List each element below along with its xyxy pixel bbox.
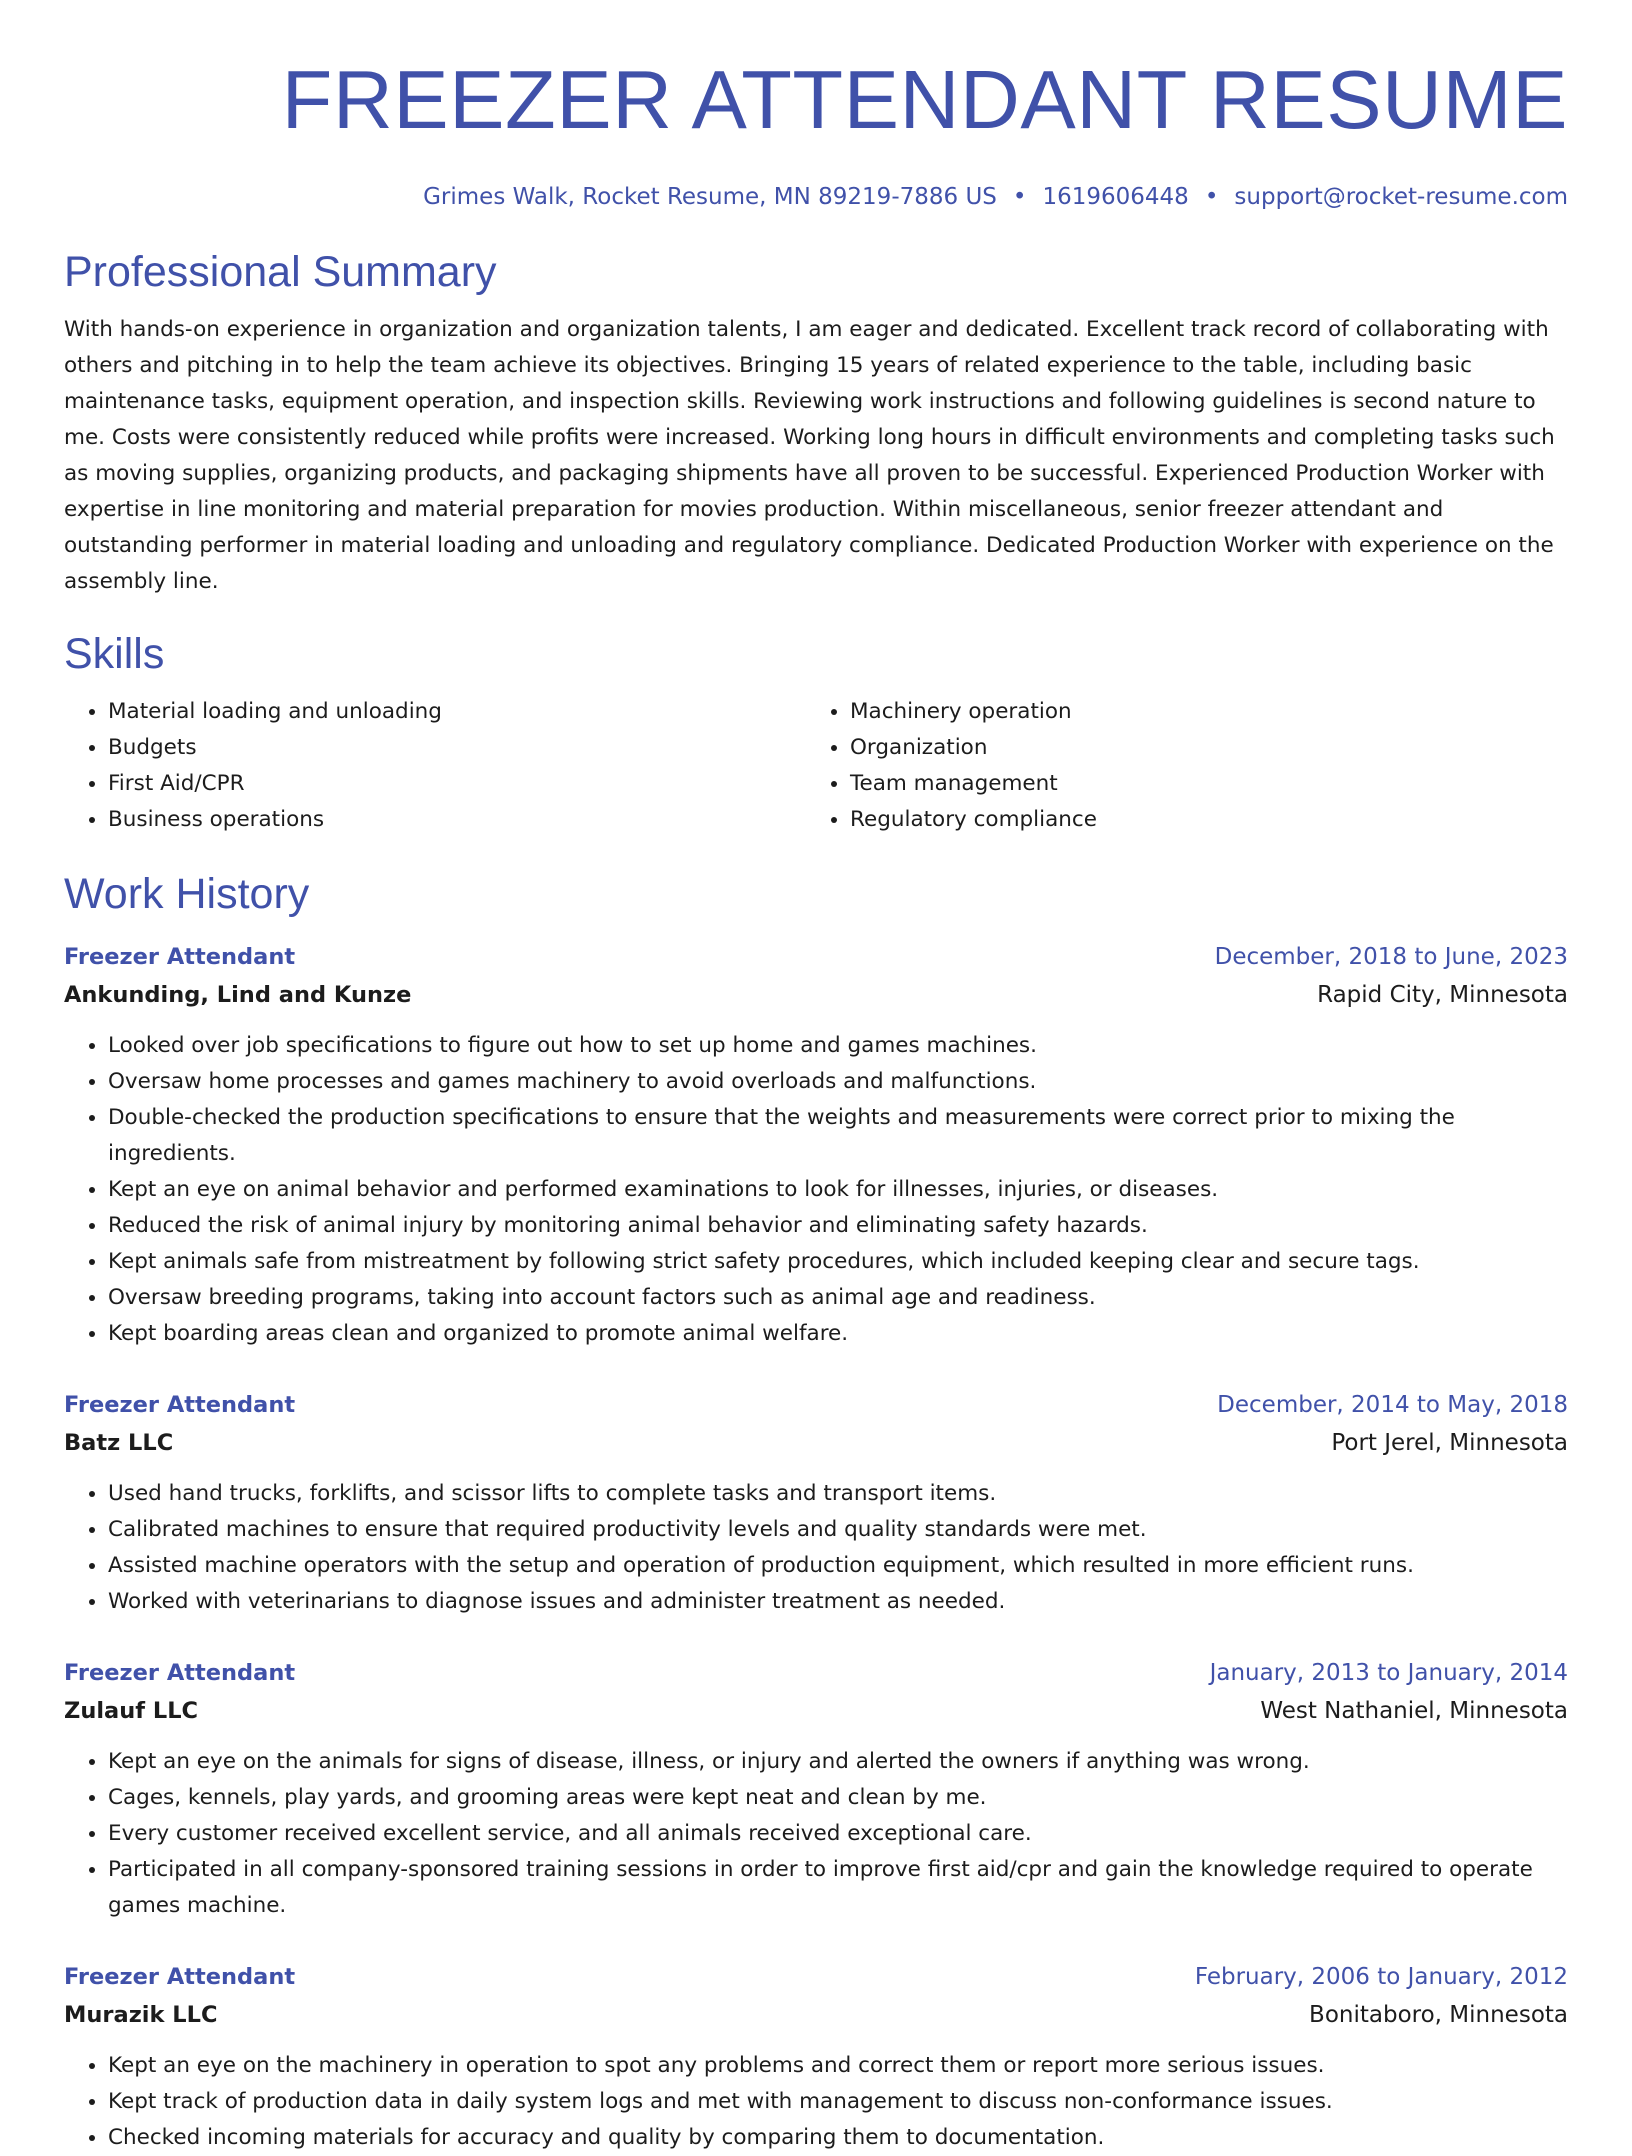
resume-header: [64, 52, 1568, 212]
job-bullet: • Cages, kennels, play yards, and grooming areas were kept neat and clean by me.: [108, 1780, 1568, 1816]
job-dates: December, 2018 to June, 2023: [1214, 944, 1568, 970]
job-title-row: [64, 1386, 1568, 1424]
job-bullet: • Kept an eye on the machinery in operation to spot any problems and correct them or report more serious issues.: [108, 2048, 1568, 2084]
job-title: Freezer Attendant: [64, 944, 296, 970]
job-bullet: • Every customer received excellent service, and all animals received exceptional care.: [108, 1816, 1568, 1852]
job-bullet: • Checked incoming materials for accuracy and quality by comparing them to documentation.: [108, 2120, 1568, 2156]
job-company-row: [64, 1424, 1568, 1462]
contact-line: [64, 182, 1568, 212]
job-bullets: [64, 1744, 1568, 1924]
job-bullet: • Participated in all company-sponsored training sessions in order to improve first aid/cpr and gain the knowledge required to operate games machine.: [108, 1852, 1568, 1924]
skill-item: • Material loading and unloading: [108, 694, 806, 730]
job-bullet: • Oversaw home processes and games machinery to avoid overloads and malfunctions.: [108, 1064, 1568, 1100]
job-bullet: • Double-checked the production specifications to ensure that the weights and measurements were correct prior to mixing the ingredients.: [108, 1100, 1568, 1172]
job-dates: December, 2014 to May, 2018: [1217, 1392, 1568, 1418]
professional-summary-section: [64, 246, 1568, 600]
contact-separator: •: [1012, 184, 1027, 210]
job-company: Ankunding, Lind and Kunze: [64, 982, 412, 1008]
job-bullet: • Kept animals safe from mistreatment by following strict safety procedures, which included keeping clear and secure tags.: [108, 1244, 1568, 1280]
job-bullet: • Oversaw breeding programs, taking into account factors such as animal age and readiness.: [108, 1280, 1568, 1316]
job-location: Port Jerel, Minnesota: [1331, 1430, 1568, 1456]
job-company: Zulauf LLC: [64, 1698, 199, 1724]
summary-text: With hands-on experience in organization and organization talents, I am eager and dedicated. Excellent track record of collaborating with others and pitching in to help the team achieve its objectives. Bringing 15 years of related experience to the table, including basic maintenance tasks, equipment operation, and inspection skills. Reviewing work instructions and following guidelines is second nature to me. Costs were consistently reduced while profits were increased. Working long hours in difficult environments and completing tasks such as moving supplies, organizing products, and packaging shipments have all proven to be successful. Experienced Production Worker with expertise in line monitoring and material preparation for movies production. Within miscellaneous, senior freezer attendant and outstanding performer in material loading and unloading and regulatory compliance. Dedicated Production Worker with experience on the assembly line.: [64, 317, 1555, 594]
skills-list-left: [64, 694, 806, 838]
job-title: Freezer Attendant: [64, 1392, 296, 1418]
job-company-row: [64, 976, 1568, 1014]
section-title-work-history: Work History: [64, 870, 310, 918]
job-dates: January, 2013 to January, 2014: [1209, 1660, 1568, 1686]
job-location: West Nathaniel, Minnesota: [1260, 1698, 1568, 1724]
job-company: Murazik LLC: [64, 2002, 218, 2028]
job-bullets: [64, 1476, 1568, 1620]
job-bullet: • Worked with veterinarians to diagnose issues and administer treatment as needed.: [108, 1584, 1568, 1620]
job-dates: February, 2006 to January, 2012: [1194, 1964, 1568, 1990]
skill-item: • Regulatory compliance: [850, 802, 1548, 838]
section-title-summary: Professional Summary: [64, 248, 497, 296]
contact-separator: •: [1204, 184, 1219, 210]
resume-title: FREEZER ATTENDANT RESUME: [281, 53, 1568, 146]
job-bullet: • Kept track of production data in daily system logs and met with management to discuss non-conformance issues.: [108, 2084, 1568, 2120]
job-bullets: [64, 2048, 1568, 2156]
skill-item: • First Aid/CPR: [108, 766, 806, 802]
skill-item: • Budgets: [108, 730, 806, 766]
job-bullet: • Kept boarding areas clean and organized to promote animal welfare.: [108, 1316, 1568, 1352]
contact-phone: 1619606448: [1042, 184, 1189, 210]
job-location: Bonitaboro, Minnesota: [1309, 2002, 1568, 2028]
job-title-row: [64, 1958, 1568, 1996]
job-entry: [64, 938, 1568, 1352]
skills-grid: [64, 694, 1568, 838]
section-title-skills: Skills: [64, 630, 165, 678]
skills-section: [64, 628, 1568, 838]
job-company-row: [64, 1692, 1568, 1730]
job-bullet: • Kept an eye on animal behavior and performed examinations to look for illnesses, injuries, or diseases.: [108, 1172, 1568, 1208]
job-title: Freezer Attendant: [64, 1964, 296, 1990]
skill-item: • Team management: [850, 766, 1548, 802]
skill-item: • Business operations: [108, 802, 806, 838]
job-title: Freezer Attendant: [64, 1660, 296, 1686]
job-company: Batz LLC: [64, 1430, 174, 1456]
job-bullet: • Assisted machine operators with the setup and operation of production equipment, which resulted in more efficient runs.: [108, 1548, 1568, 1584]
skills-list-right: [806, 694, 1548, 838]
job-company-row: [64, 1996, 1568, 2034]
contact-address: Grimes Walk, Rocket Resume, MN 89219-7886 US: [423, 184, 997, 210]
skill-item: • Machinery operation: [850, 694, 1548, 730]
job-bullet: • Calibrated machines to ensure that required productivity levels and quality standards were met.: [108, 1512, 1568, 1548]
job-title-row: [64, 938, 1568, 976]
job-title-row: [64, 1654, 1568, 1692]
work-history-section: [64, 868, 1568, 2156]
skill-item: • Organization: [850, 730, 1548, 766]
job-entry: [64, 1654, 1568, 1924]
job-entry: [64, 1386, 1568, 1620]
job-entry: [64, 1958, 1568, 2156]
job-bullet: • Looked over job specifications to figure out how to set up home and games machines.: [108, 1028, 1568, 1064]
job-bullet: • Kept an eye on the animals for signs of disease, illness, or injury and alerted the owners if anything was wrong.: [108, 1744, 1568, 1780]
job-location: Rapid City, Minnesota: [1317, 982, 1568, 1008]
contact-email[interactable]: support@rocket-resume.com: [1234, 184, 1568, 210]
job-bullet: • Reduced the risk of animal injury by monitoring animal behavior and eliminating safety hazards.: [108, 1208, 1568, 1244]
job-bullets: [64, 1028, 1568, 1352]
job-bullet: • Used hand trucks, forklifts, and scissor lifts to complete tasks and transport items.: [108, 1476, 1568, 1512]
